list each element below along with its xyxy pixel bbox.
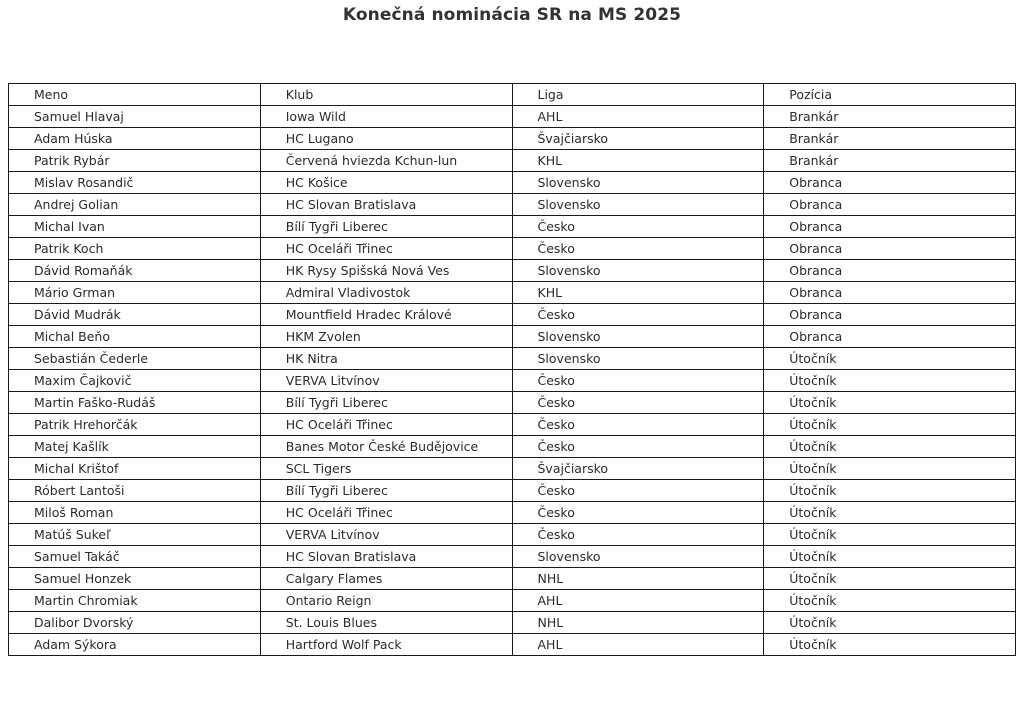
- player-name-cell: Dávid Romaňák: [9, 260, 261, 282]
- player-name-cell: Róbert Lantoši: [9, 480, 261, 502]
- league-cell: Slovensko: [512, 194, 764, 216]
- table-row: [9, 150, 1016, 172]
- club-cell: St. Louis Blues: [260, 612, 512, 634]
- position-cell: Útočník: [764, 392, 1016, 414]
- table-row: [9, 194, 1016, 216]
- player-name-cell: Samuel Hlavaj: [9, 106, 261, 128]
- club-cell: HC Oceláři Třinec: [260, 238, 512, 260]
- position-cell: Brankár: [764, 128, 1016, 150]
- club-cell: Ontario Reign: [260, 590, 512, 612]
- table-row: [9, 634, 1016, 656]
- club-cell: HC Košice: [260, 172, 512, 194]
- player-name-cell: Samuel Honzek: [9, 568, 261, 590]
- league-cell: Slovensko: [512, 172, 764, 194]
- position-cell: Útočník: [764, 590, 1016, 612]
- table-row: [9, 326, 1016, 348]
- position-cell: Útočník: [764, 480, 1016, 502]
- table-row: [9, 128, 1016, 150]
- column-header-position: Pozícia: [764, 84, 1016, 106]
- player-name-cell: Patrik Hrehorčák: [9, 414, 261, 436]
- player-name-cell: Matúš Sukeľ: [9, 524, 261, 546]
- player-name-cell: Matej Kašlík: [9, 436, 261, 458]
- player-name-cell: Maxim Čajkovič: [9, 370, 261, 392]
- league-cell: Slovensko: [512, 348, 764, 370]
- table-row: [9, 458, 1016, 480]
- league-cell: Česko: [512, 502, 764, 524]
- club-cell: Calgary Flames: [260, 568, 512, 590]
- table-row: [9, 546, 1016, 568]
- club-cell: HK Nitra: [260, 348, 512, 370]
- player-name-cell: Sebastián Čederle: [9, 348, 261, 370]
- league-cell: Slovensko: [512, 260, 764, 282]
- league-cell: Česko: [512, 392, 764, 414]
- position-cell: Obranca: [764, 216, 1016, 238]
- table-row: [9, 480, 1016, 502]
- league-cell: Švajčiarsko: [512, 458, 764, 480]
- league-cell: Slovensko: [512, 546, 764, 568]
- league-cell: KHL: [512, 150, 764, 172]
- club-cell: Iowa Wild: [260, 106, 512, 128]
- club-cell: HKM Zvolen: [260, 326, 512, 348]
- league-cell: AHL: [512, 634, 764, 656]
- player-name-cell: Patrik Koch: [9, 238, 261, 260]
- table-row: [9, 172, 1016, 194]
- league-cell: AHL: [512, 590, 764, 612]
- club-cell: Bílí Tygři Liberec: [260, 216, 512, 238]
- table-row: [9, 502, 1016, 524]
- roster-table: [8, 83, 1016, 656]
- league-cell: Slovensko: [512, 326, 764, 348]
- table-body: [9, 106, 1016, 656]
- club-cell: HC Slovan Bratislava: [260, 194, 512, 216]
- league-cell: NHL: [512, 568, 764, 590]
- club-cell: HC Oceláři Třinec: [260, 502, 512, 524]
- table-header-row: [9, 84, 1016, 106]
- position-cell: Obranca: [764, 326, 1016, 348]
- position-cell: Obranca: [764, 260, 1016, 282]
- player-name-cell: Andrej Golian: [9, 194, 261, 216]
- position-cell: Útočník: [764, 546, 1016, 568]
- league-cell: Česko: [512, 414, 764, 436]
- position-cell: Obranca: [764, 304, 1016, 326]
- position-cell: Brankár: [764, 150, 1016, 172]
- position-cell: Útočník: [764, 568, 1016, 590]
- table-row: [9, 238, 1016, 260]
- position-cell: Útočník: [764, 458, 1016, 480]
- player-name-cell: Michal Beňo: [9, 326, 261, 348]
- table-row: [9, 568, 1016, 590]
- table-row: [9, 304, 1016, 326]
- position-cell: Útočník: [764, 348, 1016, 370]
- club-cell: VERVA Litvínov: [260, 370, 512, 392]
- table-row: [9, 282, 1016, 304]
- league-cell: Česko: [512, 524, 764, 546]
- column-header-league: Liga: [512, 84, 764, 106]
- position-cell: Útočník: [764, 612, 1016, 634]
- club-cell: Mountfield Hradec Králové: [260, 304, 512, 326]
- position-cell: Útočník: [764, 524, 1016, 546]
- position-cell: Obranca: [764, 238, 1016, 260]
- player-name-cell: Adam Húska: [9, 128, 261, 150]
- club-cell: Hartford Wolf Pack: [260, 634, 512, 656]
- club-cell: Banes Motor České Budějovice: [260, 436, 512, 458]
- league-cell: KHL: [512, 282, 764, 304]
- table-row: [9, 370, 1016, 392]
- league-cell: Česko: [512, 436, 764, 458]
- table-row: [9, 414, 1016, 436]
- player-name-cell: Martin Chromiak: [9, 590, 261, 612]
- position-cell: Útočník: [764, 436, 1016, 458]
- club-cell: Červená hviezda Kchun-lun: [260, 150, 512, 172]
- page-title: Konečná nominácia SR na MS 2025: [342, 5, 682, 25]
- player-name-cell: Samuel Takáč: [9, 546, 261, 568]
- position-cell: Obranca: [764, 172, 1016, 194]
- player-name-cell: Patrik Rybár: [9, 150, 261, 172]
- league-cell: Švajčiarsko: [512, 128, 764, 150]
- player-name-cell: Mário Grman: [9, 282, 261, 304]
- table-row: [9, 348, 1016, 370]
- league-cell: Česko: [512, 304, 764, 326]
- player-name-cell: Mislav Rosandič: [9, 172, 261, 194]
- position-cell: Brankár: [764, 106, 1016, 128]
- table-row: [9, 524, 1016, 546]
- player-name-cell: Adam Sýkora: [9, 634, 261, 656]
- club-cell: Admiral Vladivostok: [260, 282, 512, 304]
- league-cell: Česko: [512, 480, 764, 502]
- table-row: [9, 106, 1016, 128]
- position-cell: Útočník: [764, 370, 1016, 392]
- position-cell: Útočník: [764, 414, 1016, 436]
- position-cell: Útočník: [764, 502, 1016, 524]
- position-cell: Obranca: [764, 194, 1016, 216]
- league-cell: Česko: [512, 216, 764, 238]
- club-cell: HK Rysy Spišská Nová Ves: [260, 260, 512, 282]
- club-cell: Bílí Tygři Liberec: [260, 480, 512, 502]
- player-name-cell: Miloš Roman: [9, 502, 261, 524]
- table-row: [9, 260, 1016, 282]
- table-row: [9, 612, 1016, 634]
- club-cell: VERVA Litvínov: [260, 524, 512, 546]
- position-cell: Obranca: [764, 282, 1016, 304]
- column-header-club: Klub: [260, 84, 512, 106]
- table-row: [9, 392, 1016, 414]
- position-cell: Útočník: [764, 634, 1016, 656]
- club-cell: HC Lugano: [260, 128, 512, 150]
- league-cell: Česko: [512, 370, 764, 392]
- club-cell: SCL Tigers: [260, 458, 512, 480]
- table-row: [9, 216, 1016, 238]
- league-cell: NHL: [512, 612, 764, 634]
- player-name-cell: Michal Ivan: [9, 216, 261, 238]
- league-cell: Česko: [512, 238, 764, 260]
- player-name-cell: Dalibor Dvorský: [9, 612, 261, 634]
- club-cell: Bílí Tygři Liberec: [260, 392, 512, 414]
- player-name-cell: Martin Faško-Rudáš: [9, 392, 261, 414]
- player-name-cell: Michal Krištof: [9, 458, 261, 480]
- club-cell: HC Slovan Bratislava: [260, 546, 512, 568]
- league-cell: AHL: [512, 106, 764, 128]
- club-cell: HC Oceláři Třinec: [260, 414, 512, 436]
- table-row: [9, 436, 1016, 458]
- column-header-name: Meno: [9, 84, 261, 106]
- player-name-cell: Dávid Mudrák: [9, 304, 261, 326]
- table-row: [9, 590, 1016, 612]
